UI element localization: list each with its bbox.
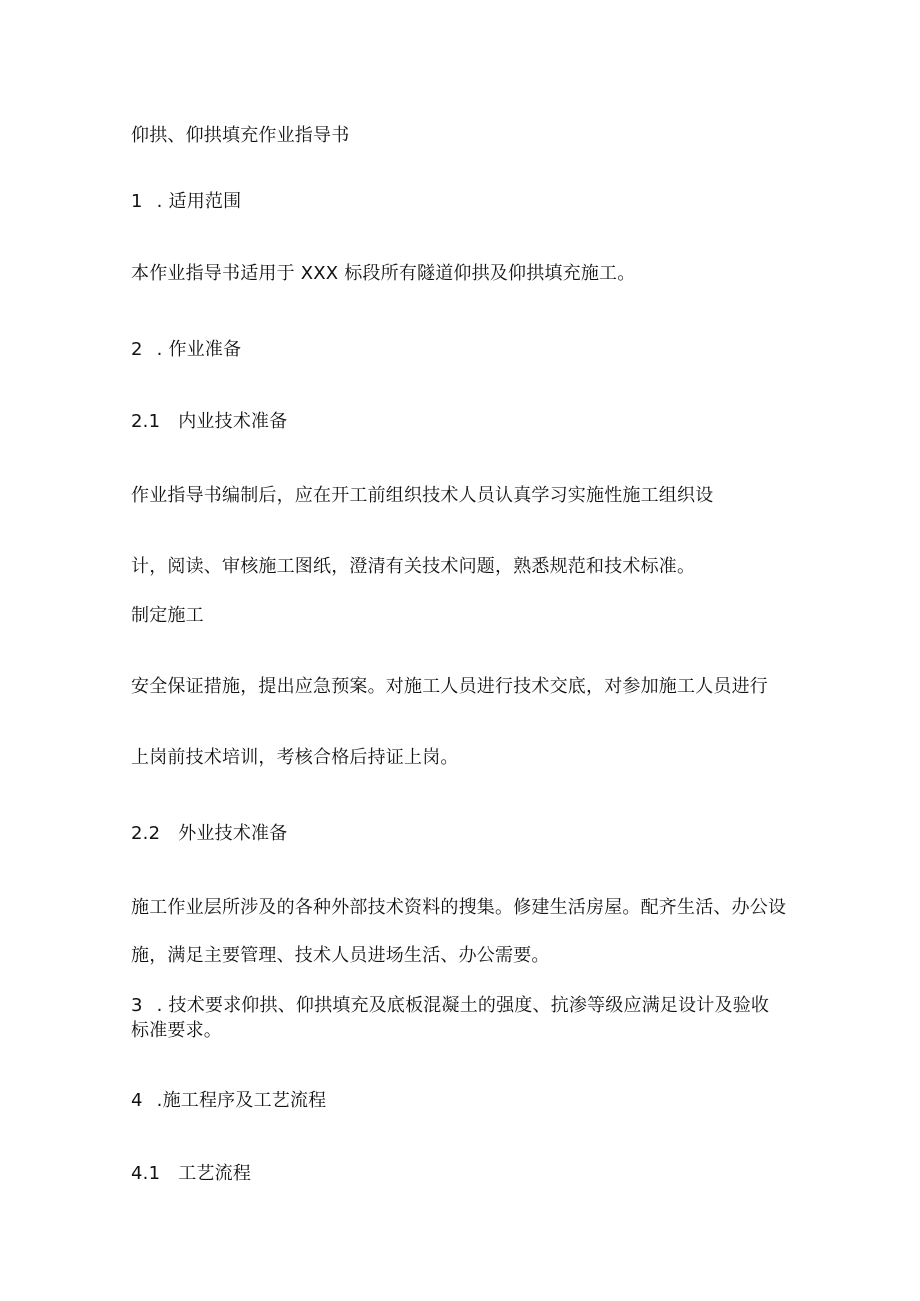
- document-title: 仰拱、仰拱填充作业指导书: [131, 125, 350, 146]
- paragraph-line: 作业指导书编制后，应在开工前组织技术人员认真学习实施性施工组织设: [131, 485, 714, 506]
- section-label: . 作业准备: [156, 339, 242, 360]
- paragraph-line: 上岗前技术培训，考核合格后持证上岗。: [131, 747, 459, 768]
- section-number: 1: [131, 191, 143, 212]
- paragraph-line: 计，阅读、审核施工图纸，澄清有关技术问题，熟悉规范和技术标准。: [131, 556, 696, 577]
- section-2-1-heading: [131, 410, 287, 434]
- section-number: 2: [131, 339, 143, 360]
- section-1-heading: [131, 190, 241, 214]
- section-label: . 适用范围: [156, 191, 242, 212]
- section-label: 工艺流程: [178, 1163, 252, 1184]
- paragraph-line: 施工作业层所涉及的各种外部技术资料的搜集。修建生活房屋。配齐生活、办公设: [131, 897, 787, 918]
- section-4-heading: [131, 1089, 326, 1113]
- section-label: 外业技术准备: [178, 823, 288, 844]
- section-label: . 技术要求仰拱、仰拱填充及底板混凝土的强度、抗渗等级应满足设计及验收: [156, 995, 770, 1016]
- paragraph-line: 标准要求。: [131, 1020, 222, 1041]
- section-label: .施工程序及工艺流程: [156, 1090, 327, 1111]
- section-number: 2.2: [131, 823, 161, 844]
- section-2-2-heading: [131, 822, 287, 846]
- section-4-1-heading: [131, 1162, 251, 1186]
- paragraph-line: 安全保证措施，提出应急预案。对施工人员进行技术交底，对参加施工人员进行: [131, 676, 768, 697]
- paragraph-scope: 本作业指导书适用于 XXX 标段所有隧道仰拱及仰拱填充施工。: [131, 263, 636, 284]
- section-label: 内业技术准备: [178, 411, 288, 432]
- section-number: 3: [131, 995, 143, 1016]
- paragraph-line: 制定施工: [131, 605, 204, 626]
- section-2-heading: [131, 338, 241, 362]
- section-number: 4: [131, 1090, 143, 1111]
- section-number: 4.1: [131, 1163, 161, 1184]
- paragraph-line: 施，满足主要管理、技术人员进场生活、办公需要。: [131, 945, 550, 966]
- section-number: 2.1: [131, 411, 161, 432]
- section-3-heading: [131, 994, 769, 1018]
